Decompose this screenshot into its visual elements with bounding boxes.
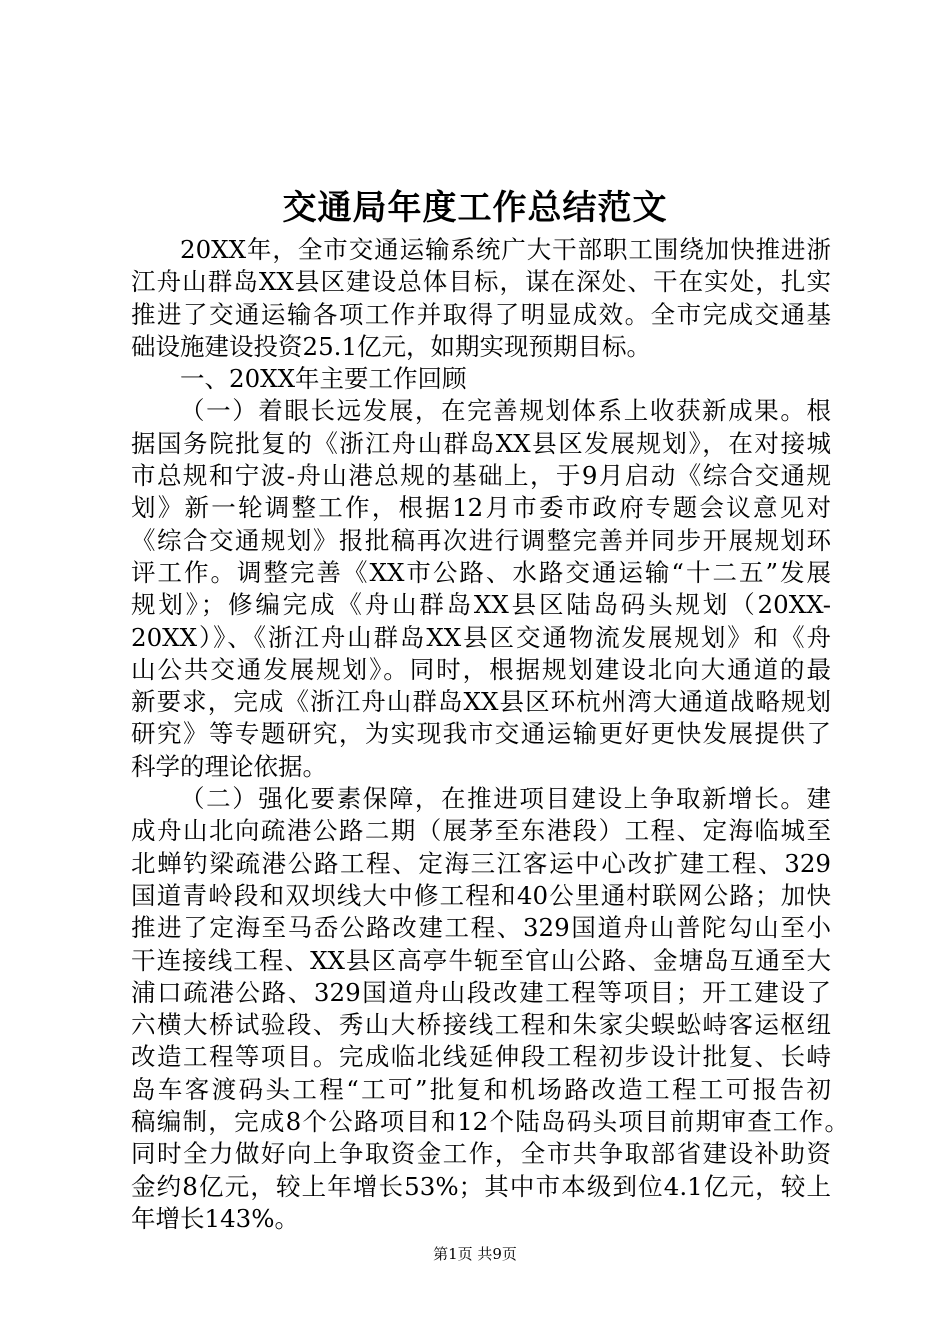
paragraph-line: 划》新一轮调整工作，根据12月市委市政府专题会议意见对 xyxy=(131,493,831,523)
document-body xyxy=(131,234,849,1235)
paragraph-line: 20XX年，全市交通运输系统广大干部职工围绕加快推进浙 xyxy=(180,235,831,264)
paragraph-line: 据国务院批复的《浙江舟山群岛XX县区发展规划》，在对接城 xyxy=(131,428,831,458)
paragraph-line: 金约8亿元，较上年增长53%；其中市本级到位4.1亿元，较上 xyxy=(131,1171,831,1201)
paragraph-line: 20XX）》、《浙江舟山群岛XX县区交通物流发展规划》和《舟 xyxy=(131,622,831,652)
paragraph-line: 北蝉钓梁疏港公路工程、定海三江客运中心改扩建工程、329 xyxy=(131,848,831,878)
paragraph-line: 浦口疏港公路、329国道舟山段改建工程等项目；开工建设了 xyxy=(131,977,831,1007)
paragraph-line: 研究》等专题研究，为实现我市交通运输更好更快发展提供了 xyxy=(131,719,831,749)
paragraph-line: 新要求，完成《浙江舟山群岛XX县区环杭州湾大通道战略规划 xyxy=(131,687,831,717)
paragraph-line: 市总规和宁波-舟山港总规的基础上，于9月启动《综合交通规 xyxy=(131,461,831,491)
document-title: 交通局年度工作总结范文 xyxy=(282,188,668,228)
paragraph-line: 础设施建设投资25.1亿元，如期实现预期目标。 xyxy=(131,331,652,361)
paragraph-line: 科学的理论依据。 xyxy=(131,751,327,781)
paragraph-line: 干连接线工程、XX县区高亭牛轭至官山公路、金塘岛互通至大 xyxy=(131,945,831,975)
paragraph-line: 同时全力做好向上争取资金工作，全市共争取部省建设补助资 xyxy=(131,1139,831,1169)
paragraph-line: 国道青岭段和双坝线大中修工程和40公里通村联网公路；加快 xyxy=(131,880,831,910)
paragraph-line: 江舟山群岛XX县区建设总体目标，谋在深处、干在实处，扎实 xyxy=(131,267,831,297)
paragraph-line: 年增长143%。 xyxy=(131,1203,300,1233)
paragraph-line: 成舟山北向疏港公路二期（展茅至东港段）工程、定海临城至 xyxy=(131,816,831,846)
paragraph-line: 稿编制，完成8个公路项目和12个陆岛码头项目前期审查工作。 xyxy=(131,1107,849,1137)
paragraph-line: 六横大桥试验段、秀山大桥接线工程和朱家尖蜈蚣峙客运枢纽 xyxy=(131,1010,831,1040)
paragraph-line: 评工作。调整完善《XX市公路、水路交通运输“十二五”发展 xyxy=(131,557,831,587)
paragraph-line: 岛车客渡码头工程“工可”批复和机场路改造工程工可报告初 xyxy=(131,1074,831,1104)
paragraph-line: 山公共交通发展规划》。同时，根据规划建设北向大通道的最 xyxy=(131,654,831,684)
paragraph-line: 改造工程等项目。完成临北线延伸段工程初步设计批复、长峙 xyxy=(131,1042,831,1072)
section-heading: 一、20XX年主要工作回顾 xyxy=(180,364,467,394)
paragraph-line: （一）着眼长远发展，在完善规划体系上收获新成果。根 xyxy=(180,396,831,426)
paragraph-line: 规划》；修编完成《舟山群岛XX县区陆岛码头规划（20XX- xyxy=(131,590,831,620)
paragraph-line: 推进了定海至马岙公路改建工程、329国道舟山普陀勾山至小 xyxy=(131,913,831,943)
paragraph-line: （二）强化要素保障，在推进项目建设上争取新增长。建 xyxy=(180,784,831,814)
page-number-footer: 第1页 共9页 xyxy=(433,1245,517,1263)
paragraph-line: 《综合交通规划》报批稿再次进行调整完善并同步开展规划环 xyxy=(131,525,831,555)
paragraph-line: 推进了交通运输各项工作并取得了明显成效。全市完成交通基 xyxy=(131,299,831,329)
